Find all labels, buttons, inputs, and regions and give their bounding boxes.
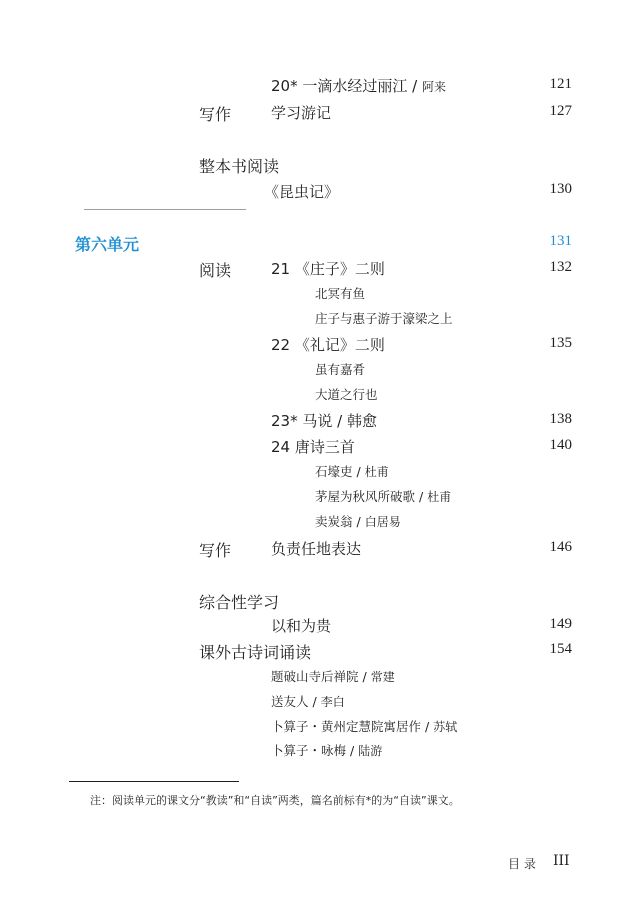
page-number: 132 [549,259,572,275]
writing-entry[interactable]: 学习游记 [271,104,332,122]
poem-author: 苏轼 [433,720,458,734]
poem-author: 陆游 [358,744,383,758]
poem-entry[interactable] [271,692,345,710]
section-label-comprehensive: 综合性学习 [199,593,280,612]
poem-entry[interactable] [271,717,457,735]
poem-title: 卖炭翁 [315,514,353,529]
lesson-22-entry[interactable]: 22 《礼记》二则 [271,336,385,354]
page-number: 149 [549,616,572,632]
poem-title: 送友人 [271,694,309,709]
poem-title: 卜算子・黄州定慧院寓居作 [271,719,422,734]
separator: / [421,719,434,734]
unit-page-number: 131 [549,233,572,249]
separator: / [352,464,365,479]
page-number: 154 [549,641,572,657]
section-label-writing: 写作 [199,541,232,560]
comprehensive-entry[interactable]: 以和为贵 [271,617,332,635]
separator: / [358,669,371,684]
separator: / [308,694,321,709]
unit-divider [84,209,246,210]
poem-entry[interactable] [271,741,382,759]
poem-entry[interactable] [315,462,389,480]
section-label-extra-poems[interactable]: 课外古诗词诵读 [199,643,312,662]
section-label-reading: 阅读 [199,261,232,280]
sub-text-entry[interactable]: 庄子与惠子游于濠梁之上 [315,311,453,326]
lesson-author: 韩愈 [346,412,377,430]
poem-entry[interactable] [271,667,395,685]
page-number: 146 [549,539,572,555]
poem-author: 李白 [320,695,345,709]
poem-title: 题破山寺后禅院 [271,669,359,684]
lesson-author: 阿来 [421,80,446,94]
section-label-writing: 写作 [199,105,232,124]
separator: / [415,489,428,504]
page-number: 130 [549,181,572,197]
poem-author: 常建 [370,670,395,684]
lesson-24-entry[interactable]: 24 唐诗三首 [271,438,355,456]
poem-title: 茅屋为秋风所破歌 [315,489,416,504]
footnote: 注：阅读单元的课文分“教读”和“自读”两类，篇名前标有*的为“自读”课文。 [90,794,460,807]
separator: / [346,743,359,758]
separator: / [352,514,365,529]
separator: / [337,412,347,430]
page-number: 135 [549,335,572,351]
sub-text-entry[interactable]: 大道之行也 [315,387,378,402]
lesson-20-entry[interactable] [271,75,446,96]
lesson-title: 20* 一滴水经过丽江 [271,77,408,95]
writing-entry[interactable]: 负责任地表达 [271,540,362,558]
lesson-23-entry[interactable] [271,410,377,431]
footnote-rule [69,781,239,782]
poem-author: 白居易 [364,515,401,529]
sub-text-entry[interactable]: 北冥有鱼 [315,286,366,301]
page-number: 138 [549,411,572,427]
poem-title: 石壕吏 [315,464,353,479]
poem-author: 杜甫 [427,490,452,504]
poem-author: 杜甫 [364,465,389,479]
lesson-21-entry[interactable]: 21 《庄子》二则 [271,260,385,278]
poem-title: 卜算子・咏梅 [271,743,347,758]
unit-title[interactable]: 第六单元 [75,235,140,254]
footer-label: 目 录 [508,857,536,871]
poem-entry[interactable] [315,487,451,505]
separator: / [412,77,422,95]
page-number: 121 [549,76,572,92]
section-label-whole-book: 整本书阅读 [199,157,280,176]
page-number: 127 [549,103,572,119]
page-number: 140 [549,437,572,453]
book-entry[interactable]: 《昆虫记》 [264,183,340,201]
lesson-title: 23* 马说 [271,412,333,430]
sub-text-entry[interactable]: 虽有嘉肴 [315,362,366,377]
footer-page-number: III [553,853,570,869]
poem-entry[interactable] [315,512,401,530]
